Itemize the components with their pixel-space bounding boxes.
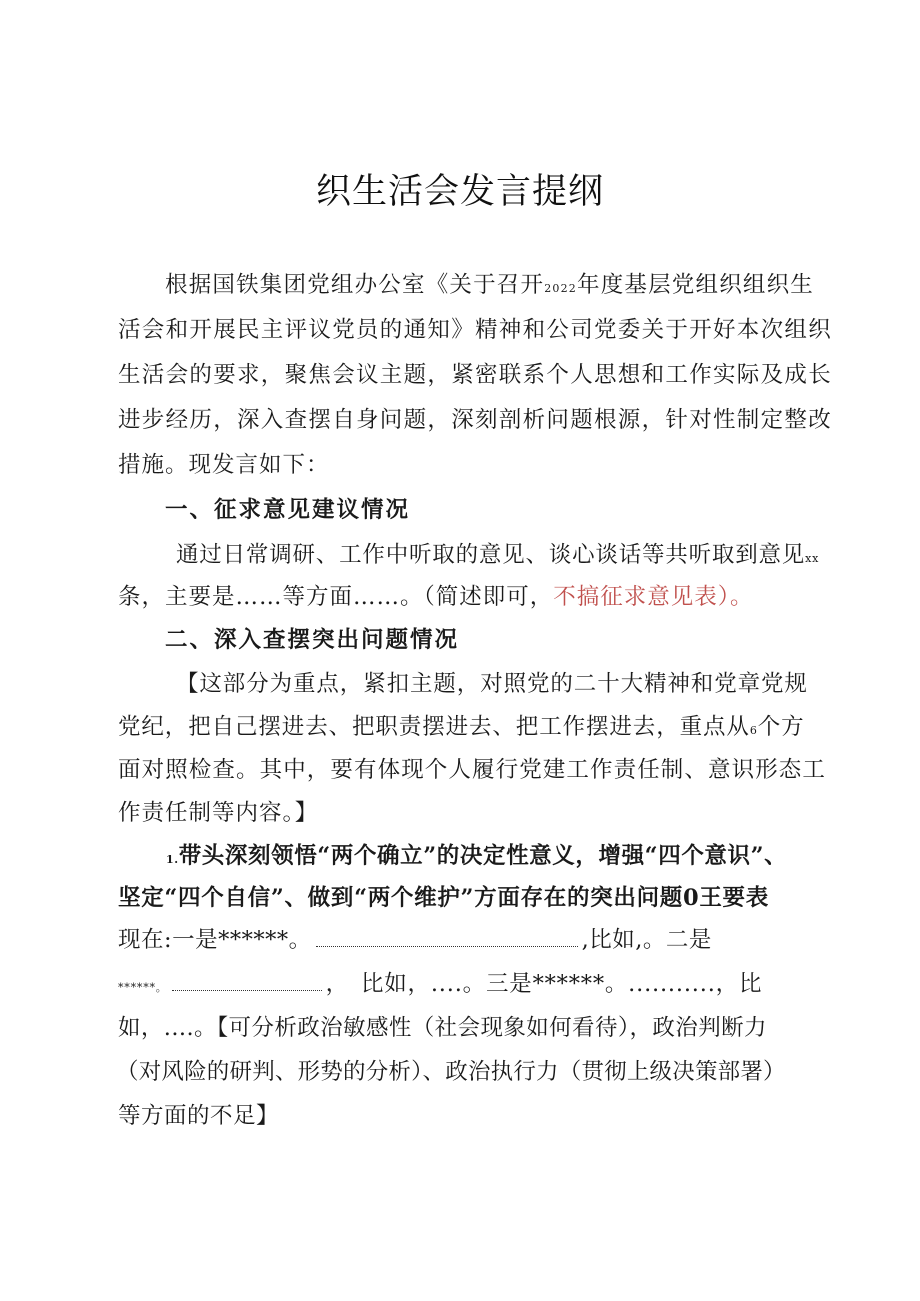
section-1-line-2: 条，主要是……等方面……。（简述即可，不搞征求意见表）。 (118, 584, 754, 610)
item-number: 1. (166, 853, 179, 866)
section-2-heading: 二、深入查摆突出问题情况 (165, 627, 460, 653)
item-1-line-4: ******。 ， 比如，....。三是******。...........，比 (118, 971, 763, 997)
intro-line-2: 活会和开展民主评议党员的通知》精神和公司党委关于开好本次组织 (118, 317, 833, 343)
intro-line-4: 进步经历，深入查摆自身问题，深刻剖析问题根源，针对性制定整改 (118, 407, 833, 433)
intro-line-1: 根据国铁集团党组办公室《关于召开2022年度基层党组织组织生 (165, 272, 815, 298)
item-1-line-5: 如，....。【可分析政治敏感性（社会现象如何看待），政治判断力 (118, 1015, 767, 1041)
item-1-line-7: 等方面的不足】 (118, 1103, 280, 1129)
page-title: 织生活会发言提纲 (315, 172, 604, 212)
section-2-line-4: 作责任制等内容。】 (118, 800, 319, 826)
section-2-line-2: 党纪，把自己摆进去、把职责摆进去、把工作摆进去，重点从6个方 (118, 714, 805, 740)
aspect-count: 6 (749, 724, 758, 737)
item-1-line-1: 1.带头深刻领悟“两个确立”的决定性意义，增强“四个意识”、 (166, 843, 788, 869)
intro-line-3: 生活会的要求，聚焦会议主题，紧密联系个人思想和工作实际及成长 (118, 362, 833, 388)
section-1-heading: 一、征求意见建议情况 (165, 497, 411, 523)
blank-line-2 (172, 988, 322, 991)
year-number: 2022 (544, 282, 577, 295)
blank-line-1 (316, 944, 578, 947)
highlight-note: 不搞征求意见表）。 (553, 584, 754, 610)
section-2-line-1: 【这部分为重点，紧扣主题，对照党的二十大精神和党章党规 (176, 671, 808, 697)
section-1-line-1: 通过日常调研、工作中听取的意见、谈心谈话等共听取到意见xx (176, 542, 820, 568)
item-1-line-6: （对风险的研判、形势的分析）、政治执行力（贯彻上级决策部署） (116, 1059, 786, 1085)
item-1-line-3: 现在:一是******。 ,比如,。二是 (118, 927, 712, 953)
intro-line-5: 措施。现发言如下： (118, 452, 330, 478)
section-2-line-3: 面对照检查。其中，要有体现个人履行党建工作责任制、意识形态工 (118, 757, 827, 783)
item-1-line-2: 坚定“四个自信”、做到“两个维护”方面存在的突出问题0王要表 (118, 885, 769, 911)
count-placeholder: xx (805, 552, 820, 565)
